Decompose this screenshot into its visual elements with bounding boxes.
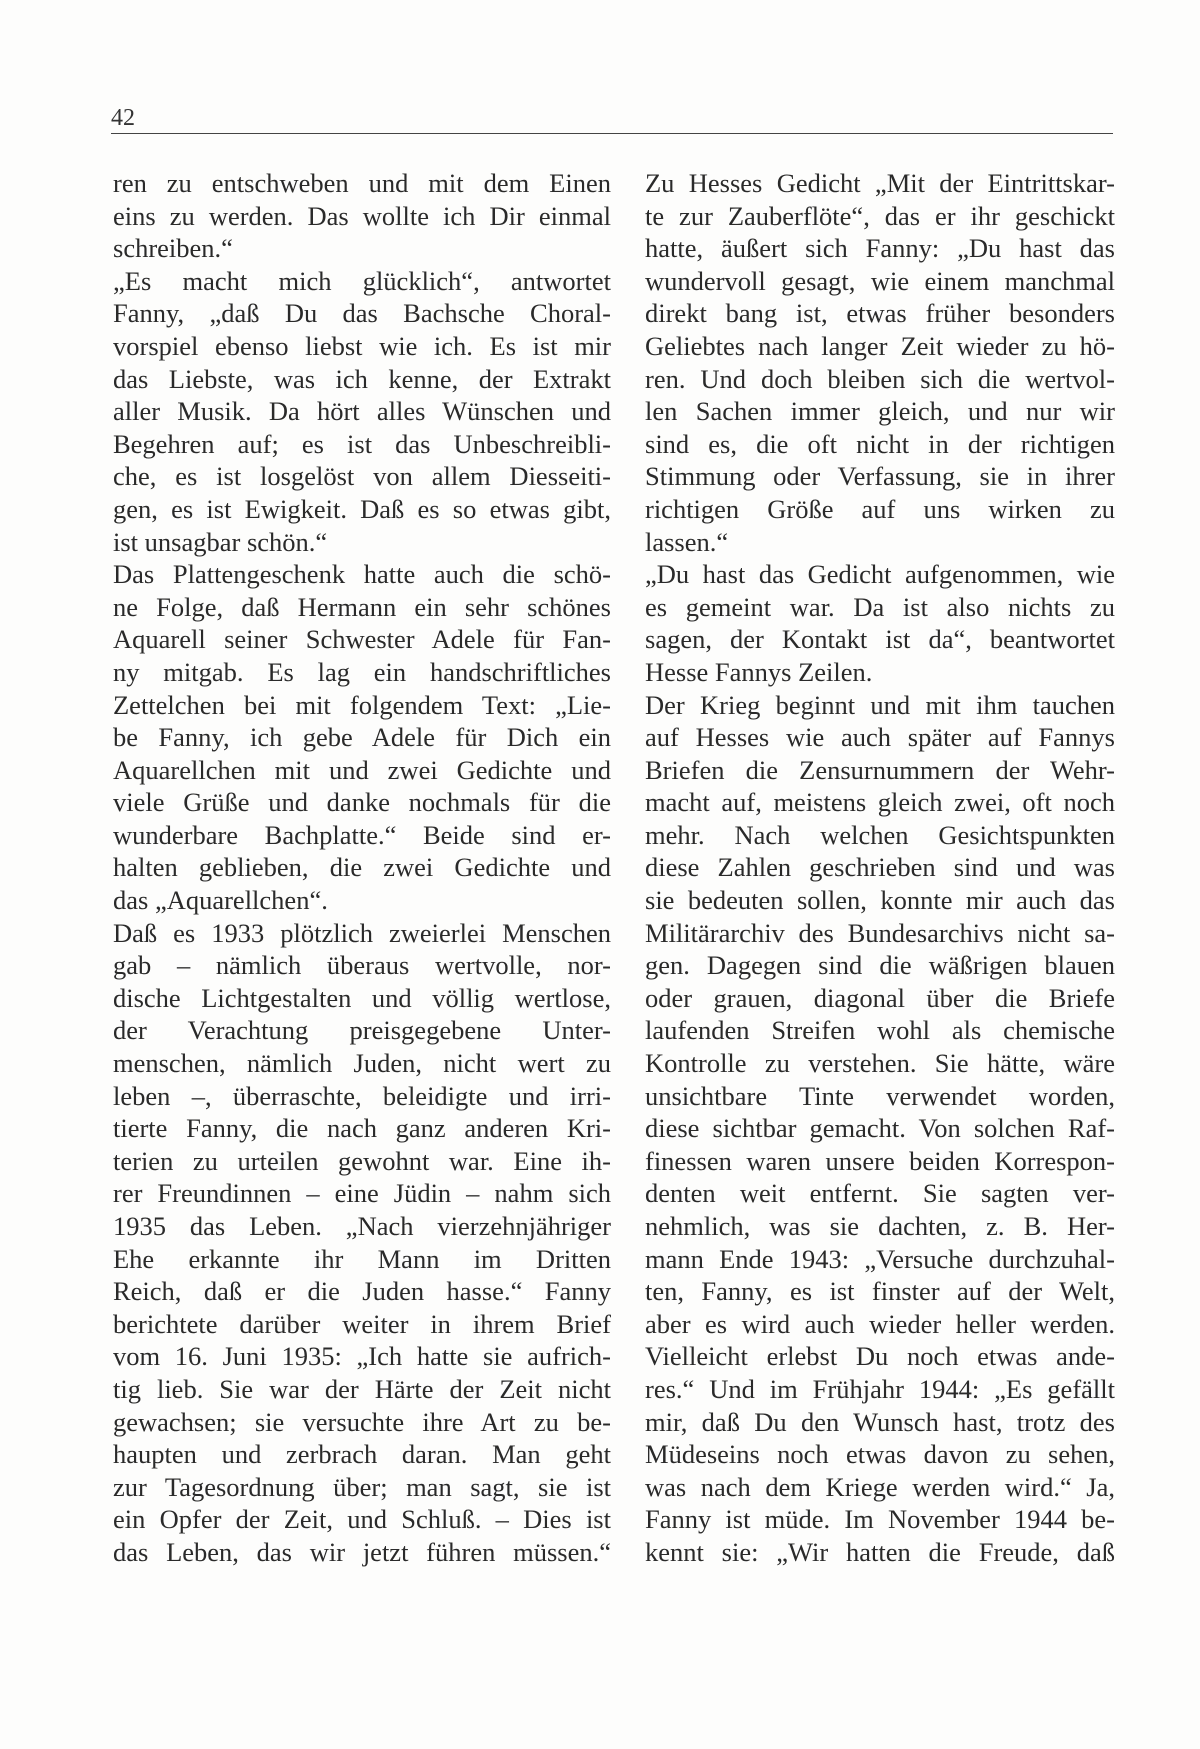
text-line: wundervoll gesagt, wie einem manchmal xyxy=(645,265,1115,296)
text-line: Zettelchen bei mit folgendem Text: „Lie- xyxy=(113,689,611,720)
text-line: Begehren auf; es ist das Unbeschreibli- xyxy=(113,428,611,459)
text-line: was nach dem Kriege werden wird.“ Ja, xyxy=(645,1471,1115,1502)
text-line: gab – nämlich überaus wertvolle, nor- xyxy=(113,950,611,981)
text-line: tierte Fanny, die nach ganz anderen Kri- xyxy=(113,1113,611,1144)
text-line: lassen.“ xyxy=(645,526,729,557)
left-text-column xyxy=(113,167,611,1569)
text-line: macht auf, meistens gleich zwei, oft noch xyxy=(645,787,1115,818)
text-line: Der Krieg beginnt und mit ihm tauchen xyxy=(645,689,1115,720)
text-line: Geliebtes nach langer Zeit wieder zu hö- xyxy=(645,330,1115,361)
text-line: es gemeint war. Da ist also nichts zu xyxy=(645,591,1115,622)
text-line: dische Lichtgestalten und völlig wertlose, xyxy=(113,982,611,1013)
text-line: vorspiel ebenso liebst wie ich. Es ist mir xyxy=(113,330,611,361)
text-line: diese sichtbar gemacht. Von solchen Raf- xyxy=(645,1113,1115,1144)
text-line: richtigen Größe auf uns wirken zu xyxy=(645,493,1115,524)
text-line: Ehe erkannte ihr Mann im Dritten xyxy=(113,1243,611,1274)
text-line: Aquarellchen mit und zwei Gedichte und xyxy=(113,754,611,785)
text-line: gen, es ist Ewigkeit. Daß es so etwas gibt, xyxy=(113,493,611,524)
text-line: Zu Hesses Gedicht „Mit der Eintrittskar- xyxy=(645,168,1115,198)
text-line: aller Musik. Da hört alles Wünschen und xyxy=(113,396,611,427)
text-line: Militärarchiv des Bundesarchivs nicht sa- xyxy=(645,917,1115,948)
text-line: finessen waren unsere beiden Korrespon- xyxy=(645,1145,1115,1176)
text-line: tig lieb. Sie war der Härte der Zeit nicht xyxy=(113,1373,611,1404)
text-line: direkt bang ist, etwas früher besonders xyxy=(645,298,1115,329)
right-text-column xyxy=(645,167,1115,1569)
text-line: te zur Zauberflöte“, das er ihr geschickt xyxy=(645,200,1115,231)
text-line: zur Tagesordnung über; man sagt, sie ist xyxy=(113,1471,611,1502)
text-line: viele Grüße und danke nochmals für die xyxy=(113,787,611,818)
text-line: Aquarell seiner Schwester Adele für Fan- xyxy=(113,624,611,655)
page-number: 42 xyxy=(111,105,135,131)
text-line: Hesse Fannys Zeilen. xyxy=(645,656,873,687)
text-line: berichtete darüber weiter in ihrem Brief xyxy=(113,1308,611,1339)
text-line: auf Hesses wie auch später auf Fannys xyxy=(645,722,1115,753)
text-line: mann Ende 1943: „Versuche durchzuhal- xyxy=(645,1243,1115,1274)
text-line: Fanny, „daß Du das Bachsche Choral- xyxy=(113,298,611,329)
header-rule xyxy=(111,133,1113,134)
text-line: gen. Dagegen sind die wäßrigen blauen xyxy=(645,950,1115,981)
text-line: laufenden Streifen wohl als chemische xyxy=(645,1015,1115,1046)
text-line: halten geblieben, die zwei Gedichte und xyxy=(113,852,611,883)
text-line: be Fanny, ich gebe Adele für Dich ein xyxy=(113,722,611,753)
text-line: leben –, überraschte, beleidigte und irri- xyxy=(113,1080,611,1111)
text-line: Stimmung oder Verfassung, sie in ihrer xyxy=(645,461,1115,492)
text-line: che, es ist losgelöst von allem Diesseiti- xyxy=(113,461,611,492)
text-line: ren. Und doch bleiben sich die wertvol- xyxy=(645,363,1115,394)
text-line: „Du hast das Gedicht aufgenommen, wie xyxy=(645,559,1115,590)
text-line: ist unsagbar schön.“ xyxy=(113,526,328,557)
text-line: schreiben.“ xyxy=(113,233,233,264)
text-line: kennt sie: „Wir hatten die Freude, daß xyxy=(645,1536,1115,1567)
text-line: Briefen die Zensurnummern der Wehr- xyxy=(645,754,1115,785)
text-line: Reich, daß er die Juden hasse.“ Fanny xyxy=(113,1276,611,1307)
text-line: sie bedeuten sollen, konnte mir auch das xyxy=(645,885,1115,916)
text-line: menschen, nämlich Juden, nicht wert zu xyxy=(113,1048,611,1079)
text-line: ein Opfer der Zeit, und Schluß. – Dies ist xyxy=(113,1504,611,1535)
text-line: terien zu urteilen gewohnt war. Eine ih- xyxy=(113,1145,611,1176)
text-line: ten, Fanny, es ist finster auf der Welt, xyxy=(645,1276,1115,1307)
text-line: Das Plattengeschenk hatte auch die schö- xyxy=(113,559,611,590)
text-line: sind es, die oft nicht in der richtigen xyxy=(645,428,1115,459)
text-line: Fanny ist müde. Im November 1944 be- xyxy=(645,1504,1115,1535)
text-line: gewachsen; sie versuchte ihre Art zu be- xyxy=(113,1406,611,1437)
text-line: haupten und zerbrach daran. Man geht xyxy=(113,1439,611,1470)
text-line: der Verachtung preisgegebene Unter- xyxy=(113,1015,611,1046)
text-line: nehmlich, was sie dachten, z. B. Her- xyxy=(645,1211,1115,1241)
text-line: aber es wird auch wieder heller werden. xyxy=(645,1308,1115,1339)
text-line: das Liebste, was ich kenne, der Extrakt xyxy=(113,363,611,394)
text-line: ny mitgab. Es lag ein handschriftliches xyxy=(113,656,611,687)
text-line: hatte, äußert sich Fanny: „Du hast das xyxy=(645,233,1115,264)
text-line: ren zu entschweben und mit dem Einen xyxy=(113,168,611,198)
text-line: len Sachen immer gleich, und nur wir xyxy=(645,396,1115,427)
text-line: eins zu werden. Das wollte ich Dir einmal xyxy=(113,200,611,231)
text-line: unsichtbare Tinte verwendet worden, xyxy=(645,1080,1115,1111)
text-line: Vielleicht erlebst Du noch etwas ande- xyxy=(645,1341,1115,1372)
text-line: Müdeseins noch etwas davon zu sehen, xyxy=(645,1439,1115,1470)
text-line: das „Aquarellchen“. xyxy=(113,885,328,916)
text-line: diese Zahlen geschrieben sind und was xyxy=(645,852,1115,883)
text-line: sagen, der Kontakt ist da“, beantwortet xyxy=(645,624,1115,655)
text-line: Kontrolle zu verstehen. Sie hätte, wäre xyxy=(645,1048,1115,1079)
text-line: Daß es 1933 plötzlich zweierlei Menschen xyxy=(113,917,611,948)
text-line: 1935 das Leben. „Nach vierzehnjähriger xyxy=(113,1211,611,1241)
text-line: res.“ Und im Frühjahr 1944: „Es gefällt xyxy=(645,1373,1115,1404)
text-line: oder grauen, diagonal über die Briefe xyxy=(645,982,1115,1013)
text-line: das Leben, das wir jetzt führen müssen.“ xyxy=(113,1536,611,1567)
text-line: wunderbare Bachplatte.“ Beide sind er- xyxy=(113,819,611,850)
text-line: vom 16. Juni 1935: „Ich hatte sie aufrich- xyxy=(113,1341,611,1372)
text-line: denten weit entfernt. Sie sagten ver- xyxy=(645,1178,1115,1209)
text-line: ne Folge, daß Hermann ein sehr schönes xyxy=(113,591,611,622)
text-line: mehr. Nach welchen Gesichtspunkten xyxy=(645,819,1115,850)
text-line: rer Freundinnen – eine Jüdin – nahm sich xyxy=(113,1178,611,1209)
text-line: „Es macht mich glücklich“, antwortet xyxy=(113,265,611,296)
text-line: mir, daß Du den Wunsch hast, trotz des xyxy=(645,1406,1115,1437)
